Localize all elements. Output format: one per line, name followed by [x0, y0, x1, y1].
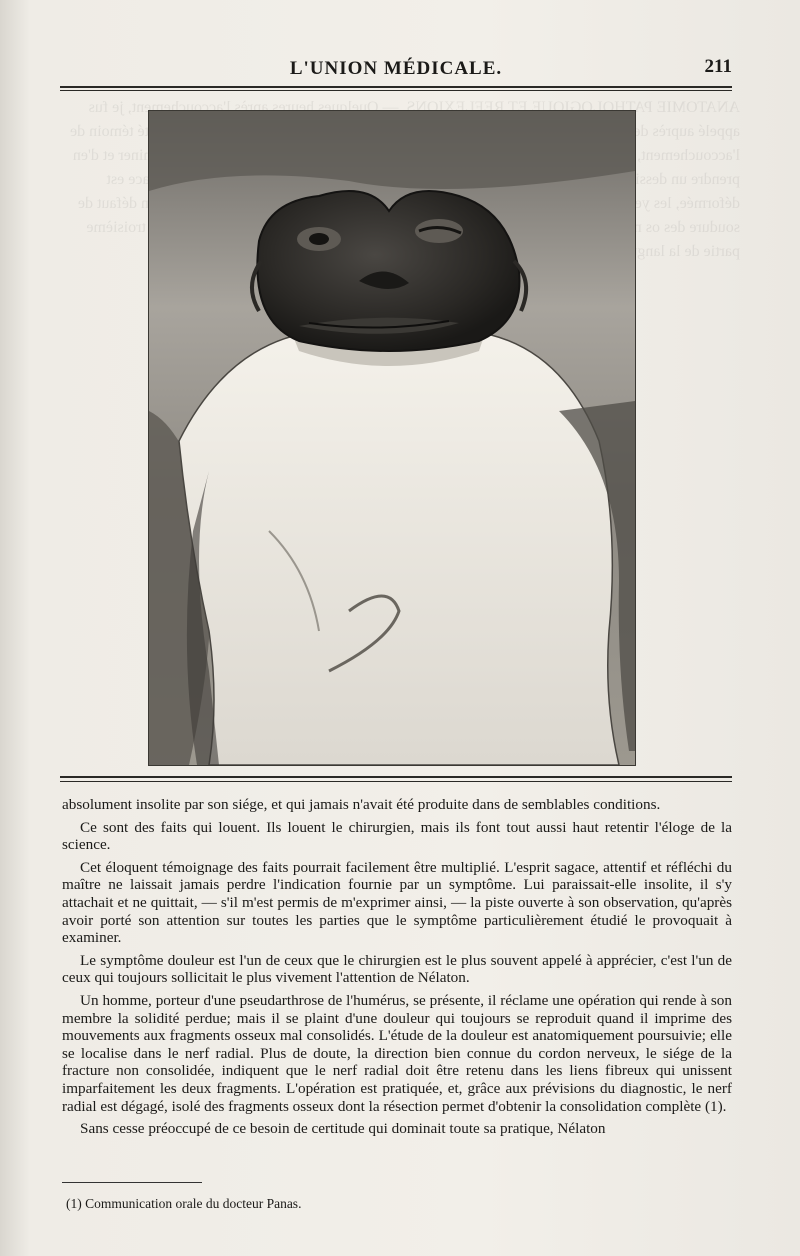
paragraph: Cet éloquent témoignage des faits pourrait facilement être multiplié. L'esprit sagace, attentif et réfléchi du maître ne laissait jamais perdre l'indication fournie par un symptôme. Lui paraissait-elle insolite, il s'y attachait et ne quittait, — s'il m'est permis de m'exprimer ainsi, — la piste ouverte à son observation, qu'après avoir porté son attention sur toutes les parties que le symptôme particulièrement étudié le provoquait à examiner.: [62, 858, 732, 947]
header-rule-thin: [60, 90, 732, 91]
figure-rule-thin: [60, 781, 732, 782]
lithograph-illustration-icon: [148, 110, 636, 766]
article-body: [62, 796, 732, 1143]
paragraph: Ce sont des faits qui louent. Ils louent le chirurgien, mais ils font tout aussi haut retentir l'éloge de la science.: [62, 818, 732, 854]
header-rule: [60, 86, 732, 88]
footnote-rule: [62, 1182, 202, 1183]
paragraph: Le symptôme douleur est l'un de ceux que le chirurgien est le plus souvent appelé à apprécier, c'est l'un de ceux qui toujours sollicitait le plus vivement l'attention de Nélaton.: [62, 951, 732, 987]
figure-rule: [60, 776, 732, 778]
paragraph: Sans cesse préoccupé de ce besoin de certitude qui dominait toute sa pratique, Nélaton: [80, 1120, 606, 1138]
bleed-through-text: ANATOMIE PATHOLOGIQUE ET REFLEXIONS. — Quelques heures après l'accouchement, je fus appelé auprès de été témoin de l'accouchement, et d'en prendre un dessin. face est déformée, les défaut de soudure des os troisième partie de la langue: [70, 99, 740, 260]
paragraph: absolument insolite par son siége, et qui jamais n'avait été produite dans de semblables conditions.: [62, 796, 661, 813]
paragraph: Un homme, porteur d'une pseudarthrose de l'humérus, se présente, il réclame une opération qui rende à son membre la solidité perdue; mais il se plaint d'une douleur qui toujours se reproduit quand il imprime des mouvements aux fragments osseux mal consolidés. L'étude de la douleur est anatomiquement poursuivie; elle se localise dans le nerf radial. Plus de doute, la direction bien connue du cordon nerveux, le siége de la fracture non consolidée, indiquent que le nerf radial doit être retenu dans les liens fibreux qui unissent imparfaitement les deux fragments. L'opération est pratiquée, et, grâce aux prévisions du diagnostic, le nerf radial est dégagé, isolé des fragments osseux dont la résection permet d'obtenir la consolidation complète (1).: [62, 991, 732, 1115]
page-header: [60, 56, 732, 84]
running-title: L'UNION MÉDICALE.: [289, 58, 503, 79]
page-number: 211: [704, 56, 732, 77]
footnote: (1) Communication orale du docteur Panas.: [66, 1196, 302, 1211]
